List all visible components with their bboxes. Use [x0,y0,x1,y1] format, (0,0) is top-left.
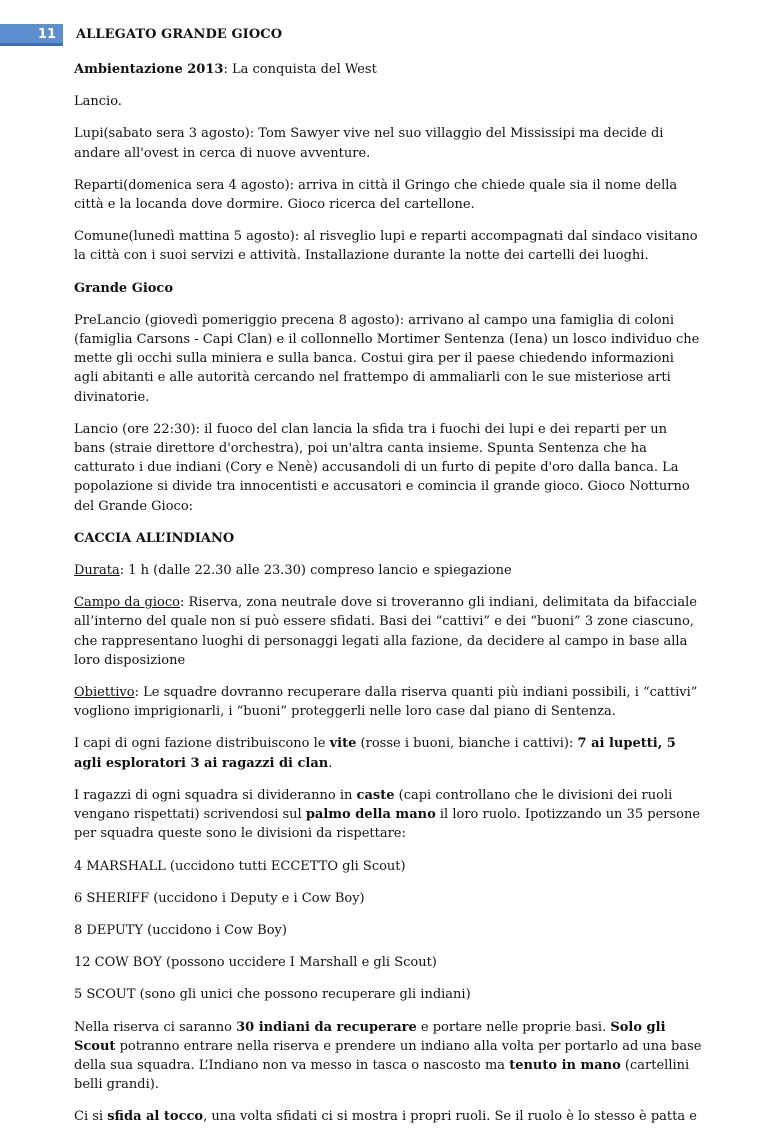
caste-line [74,786,702,844]
riserva-text-a: Nella riserva ci saranno [74,1019,237,1035]
caccia-title-text: CACCIA ALL’INDIANO [74,530,235,546]
caccia-section [74,529,702,1127]
comune-paragraph: Comune(lunedì mattina 5 agosto): al risveglio lupi e reparti accompagnati dal sindaco visitano la città con i suoi servizi e attività. Installazione durante la notte dei cartelli dei luoghi. [74,229,698,264]
lupi-paragraph: Lupi(sabato sera 3 agosto): Tom Sawyer vive nel suo villaggio del Mississipi ma decide di andare all'ovest in cerca di nuove avventure. [74,126,664,161]
sfida-text-b: sfida al tocco [107,1109,204,1125]
vite-text-a: I capi di ogni fazione distribuiscono le [74,736,330,752]
vite-text-b: vite [329,736,357,752]
obiettivo-label: Obiettivo [74,685,135,701]
caste-text-a: I ragazzi di ogni squadra si divideranno in [74,787,357,803]
sfida-text-a: Ci si [74,1109,108,1125]
riserva-line [74,1018,702,1095]
header-title: ALLEGATO GRANDE GIOCO [76,27,283,42]
riserva-text-g: (cartellini belli grandi). [74,1057,690,1093]
lancio-heading: Lancio. [74,94,122,110]
role-item: 12 COW BOY (possono uccidere I Marshall e gli Scout) [74,955,437,971]
role-item: 4 MARSHALL (uccidono tutti ECCETTO gli Scout) [74,858,406,874]
riserva-text-c: e portare nelle proprie basi. [416,1019,611,1035]
obiettivo-line [74,683,702,721]
role-item: 5 SCOUT (sono gli unici che possono recuperare gli indiani) [74,987,471,1003]
campo-text: : Riserva, zona neutrale dove si troveranno gli indiani, delimitata da bifacciale all’interno del quale non si può essere sfidati. Basi dei “cattivi” e dei “buoni” 3 zone ciascuno, che rappresentano luoghi di personaggi legati alla fazione, da decidere al campo in base alla loro disposizione [74,595,697,668]
setting-label: Ambientazione 2013 [74,62,224,77]
sfida-line [74,1107,702,1126]
caste-text-b: caste [356,787,395,803]
page-header [0,24,768,46]
caste-text-d: palmo della mano [305,807,436,823]
prelancio-paragraph: PreLancio (giovedì pomeriggio precena 8 agosto): arrivano al campo una famiglia di coloni (famiglia Carsons - Capi Clan) e il collonnello Mortimer Sentenza (Iena) un losco individuo che mette gli occhi sulla miniera e sulla banca. Costui gira per il paese chiedendo informazioni agli abitanti e alle autorità cercando nel frattempo di ammaliarli con le sue misteriose arti divinatorie. [74,312,700,405]
document-body [74,60,702,1140]
campo-line [74,593,702,670]
setting-paragraph [74,60,702,79]
durata-text: : 1 h (dalle 22.30 alle 23.30) compreso lancio e spiegazione [119,563,512,579]
vite-text-d: 7 ai lupetti, 5 agli esploratori 3 ai ragazzi di clan [74,736,676,771]
setting-text: : La conquista del West [223,62,377,77]
vite-text-c: (rosse i buoni, bianche i cattivi): [356,736,578,752]
vite-line [74,734,702,772]
vite-text-e: . [328,755,333,771]
role-item: 8 DEPUTY (uccidono i Cow Boy) [74,922,287,938]
riserva-text-f: tenuto in mano [509,1057,621,1073]
riserva-text-d: Solo gli Scout [74,1019,666,1054]
riserva-text-e: potranno entrare nella riserva e prendere un indiano alla volta per portarlo ad una base della sua squadra. L’Indiano non va messo in tasca o nascosto ma [74,1038,702,1073]
riserva-text-b: 30 indiani da recuperare [236,1019,417,1035]
reparti-paragraph: Reparti(domenica sera 4 agosto): arriva in città il Gringo che chiede quale sia il nome della città e la locanda dove dormire. Gioco ricerca del cartellone. [74,177,678,213]
caccia-title [74,529,702,548]
durata-label: Durata [74,563,120,579]
obiettivo-text: : Le squadre dovranno recuperare dalla riserva quanti più indiani possibili, i “cattivi” vogliono imprigionarli, i “buoni” proteggerli nelle loro case dal piano di Sentenza. [74,685,698,720]
durata-line [74,561,702,580]
grande-gioco-heading [74,279,702,298]
grande-gioco-title: Grande Gioco [74,280,174,296]
page-number: 11 [0,24,63,46]
caste-text-c: (capi controllano che le divisioni dei ruoli vengano rispettati) scrivendosi sul [74,787,673,823]
role-item: 6 SHERIFF (uccidono i Deputy e i Cow Boy) [74,890,365,906]
caste-text-e: il loro ruolo. Ipotizzando un 35 persone per squadra queste sono le divisioni da rispettare: [74,807,701,842]
campo-label: Campo da gioco [74,595,180,611]
lancio-paragraph: Lancio (ore 22:30): il fuoco del clan lancia la sfida tra i fuochi dei lupi e dei reparti per un bans (straie direttore d'orchestra), poi un'altra canta insieme. Spunta Sentenza che ha catturato i due indiani (Cory e Nenè) accusandoli di un furto di pepite d'oro dalla banca. La popolazione si divide tra innocentisti e accusatori e comincia il grande gioco. Gioco Notturno del Grande Gioco: [74,421,690,514]
sfida-text-c: , una volta sfidati ci si mostra i propri ruoli. Se il ruolo è lo stesso è patta e [203,1109,697,1125]
